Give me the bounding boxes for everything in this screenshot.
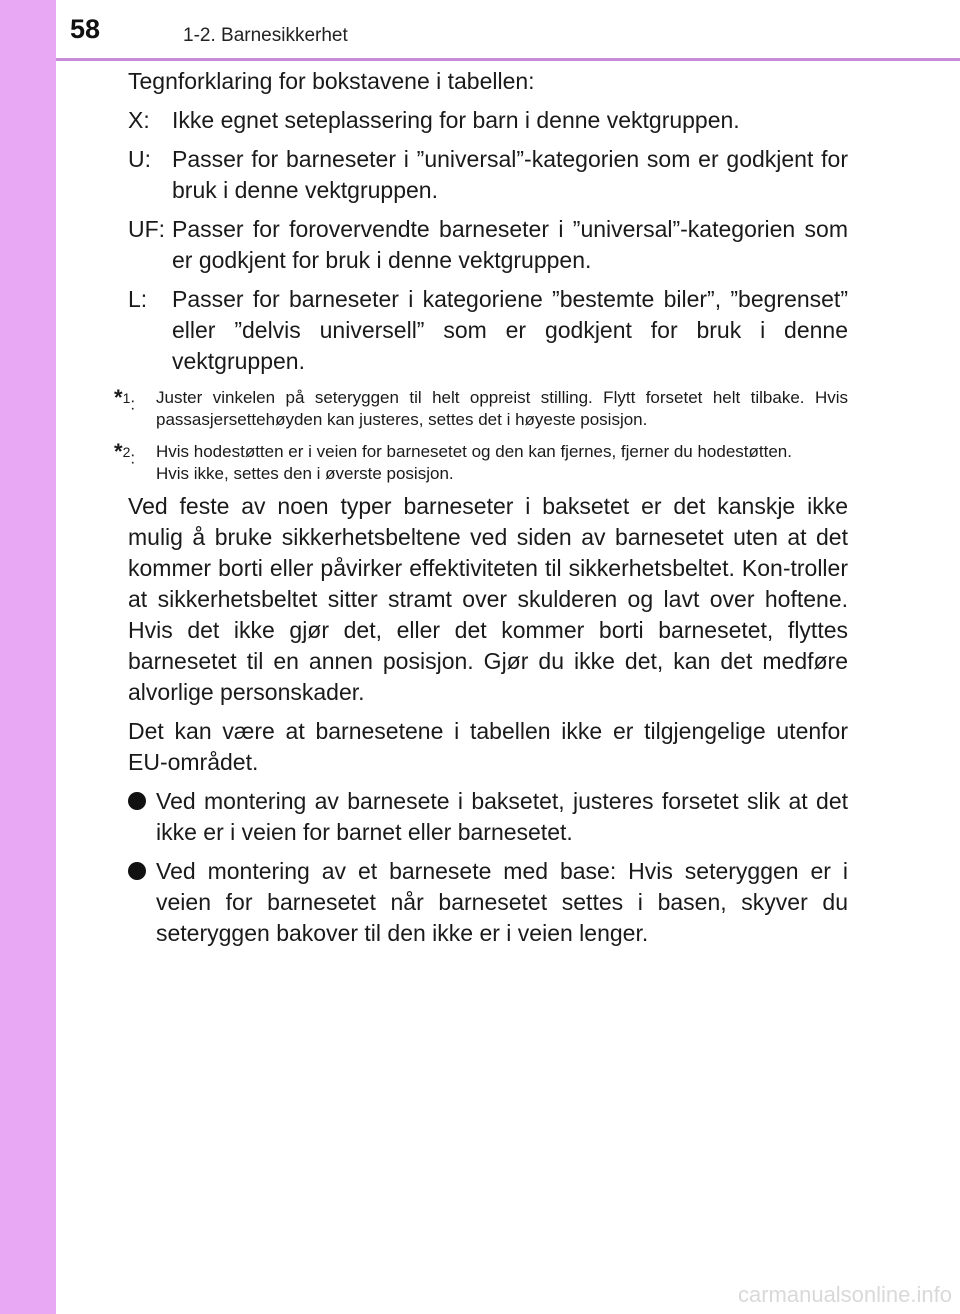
- legend-item: [128, 214, 848, 276]
- legend-intro: Tegnforklaring for bokstavene i tabellen:: [128, 68, 535, 94]
- legend-text: Passer for forovervendte barneseter i ”universal”-kategorien som er godkjent for bruk i denne vektgruppen.: [172, 216, 848, 273]
- legend-text: Passer for barneseter i ”universal”-kategorien som er godkjent for bruk i denne vektgruppen.: [172, 146, 848, 203]
- page-header: [0, 0, 960, 58]
- footnote-colon: :: [130, 394, 136, 414]
- legend-key: X:: [128, 107, 150, 133]
- footnote: [114, 387, 848, 431]
- body-paragraph: Ved feste av noen typer barneseter i baksetet er det kanskje ikke mulig å bruke sikkerhetsbeltene ved siden av barnesetet uten at det kommer borti eller påvirker effektiviteten til sikkerhetsbeltet. Kon-troller at sikkerhetsbeltet sitter stramt over skulderen og lavt over hoftene. Hvis det ikke gjør det, eller det kommer borti barnesetet, flyttes barnesetet til en annen posisjon. Gjør du ikke det, kan det medføre alvorlige personskader.: [128, 493, 848, 705]
- bullet-item: [128, 786, 848, 848]
- bullet-dot-icon: [128, 856, 156, 949]
- page-number: 58: [70, 14, 101, 44]
- legend-item: [128, 144, 848, 206]
- header-divider: [56, 58, 960, 61]
- legend-text: Passer for barneseter i kategoriene ”bestemte biler”, ”begrenset” eller ”delvis universell” som er godkjent for bruk i denne vektgruppen.: [172, 286, 848, 374]
- footnote-number: 2: [122, 444, 131, 460]
- bullet-dot-icon: [128, 786, 156, 848]
- legend-item: [128, 284, 848, 377]
- bullet-text: Ved montering av barnesete i baksetet, justeres forsetet slik at det ikke er i veien for barnet eller barnesetet.: [156, 788, 848, 845]
- bullet-text: Ved montering av et barnesete med base: Hvis seteryggen er i veien for barnesetet når barnesetet settes i basen, skyver du seteryggen bakover til den ikke er i veien lenger.: [156, 858, 848, 946]
- legend-text: Ikke egnet seteplassering for barn i denne vektgruppen.: [172, 107, 740, 133]
- section-title: 1-2. Barnesikkerhet: [183, 25, 348, 46]
- footnote-colon: :: [130, 448, 136, 468]
- page-content: [114, 66, 848, 957]
- legend-item: [128, 105, 848, 136]
- chapter-sidebar-tab: [0, 0, 56, 1314]
- footnote-text-line: Hvis hodestøtten er i veien for barnesetet og den kan fjernes, fjerner du hodestøtten.: [156, 442, 792, 461]
- asterisk-icon: *: [114, 385, 123, 410]
- footnote-text-line: Hvis ikke, settes den i øverste posisjon.: [156, 464, 454, 483]
- footnote-text: [156, 441, 848, 485]
- bullet-item: [128, 856, 848, 949]
- footnote-marker: [114, 387, 156, 431]
- footnote-number: 1: [122, 390, 131, 406]
- asterisk-icon: *: [114, 439, 123, 464]
- footnote-text: Juster vinkelen på seteryggen til helt oppreist stilling. Flytt forsetet helt tilbake. Hvis passasjersettehøyden kan justeres, settes det i høyeste posisjon.: [156, 388, 848, 429]
- legend-key: UF:: [128, 216, 166, 242]
- legend-key: L:: [128, 286, 148, 312]
- watermark: carmanualsonline.info: [737, 1282, 952, 1307]
- footnote-marker: [114, 441, 156, 485]
- legend-key: U:: [128, 146, 151, 172]
- body-paragraph: Det kan være at barnesetene i tabellen ikke er tilgjengelige utenfor EU-området.: [128, 718, 848, 775]
- body-text: [128, 491, 848, 949]
- footnote: [114, 441, 848, 485]
